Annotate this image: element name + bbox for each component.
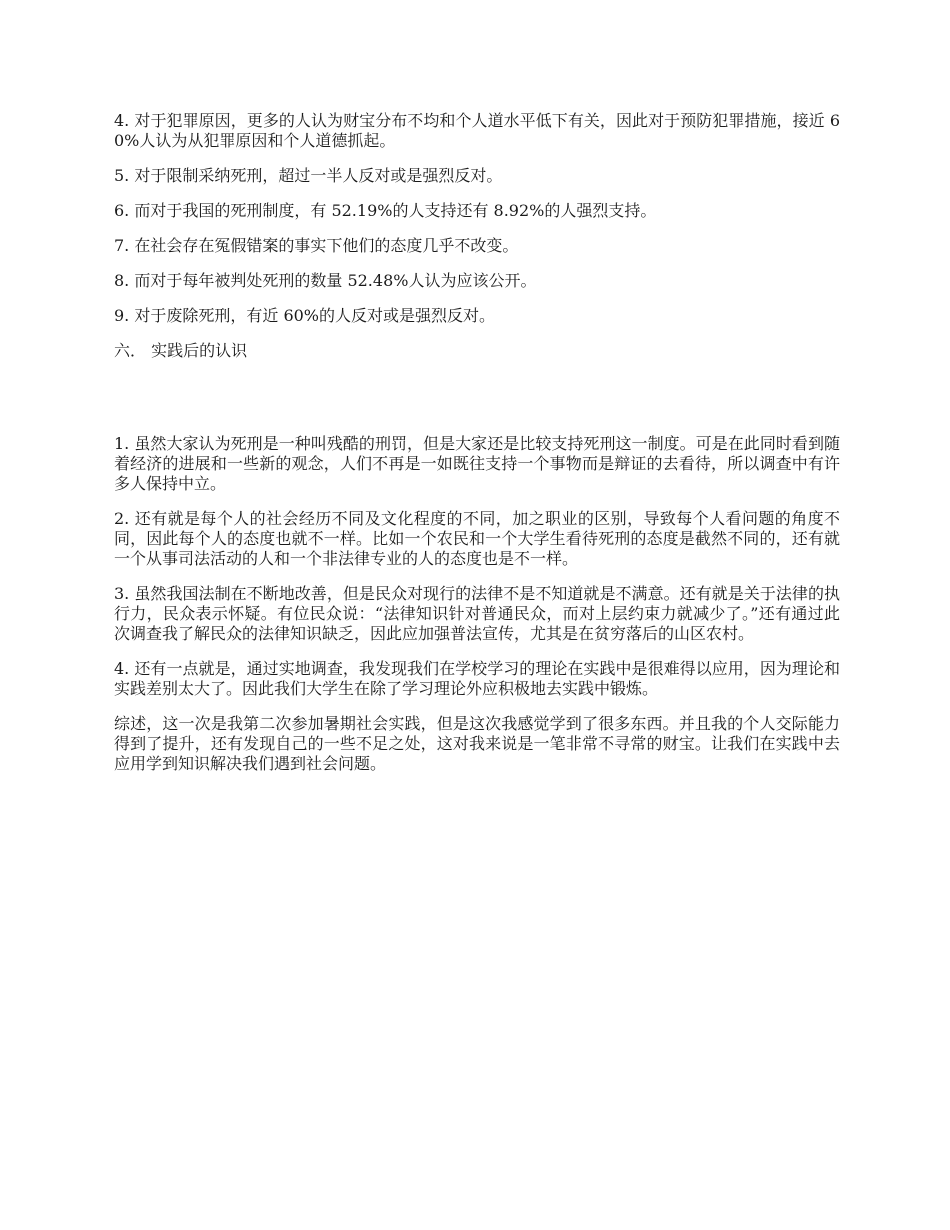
finding-paragraph-5: 5. 对于限制采纳死刑，超过一半人反对或是强烈反对。 — [114, 166, 503, 185]
reflection-paragraph-2: 2. 还有就是每个人的社会经历不同及文化程度的不同，加之职业的区别，导致每个人看问题的角度不同，因此每个人的态度也就不一样。比如一个农民和一个大学生看待死刑的态度是截然不同的，还有就一个从事司法活动的人和一个非法律专业的人的态度也是不一样。 — [114, 509, 840, 568]
reflection-paragraph-3: 3. 虽然我国法制在不断地改善，但是民众对现行的法律不是不知道就是不满意。还有就是关于法律的执行力，民众表示怀疑。有位民众说：“法律知识针对普通民众，而对上层约束力就减少了。”还有通过此次调查我了解民众的法律知识缺乏，因此应加强普法宣传，尤其是在贫穷落后的山区农村。 — [114, 584, 840, 643]
finding-paragraph-7: 7. 在社会存在冤假错案的事实下他们的态度几乎不改变。 — [114, 236, 519, 255]
document-page — [114, 111, 840, 789]
reflection-paragraph-1: 1. 虽然大家认为死刑是一种叫残酷的刑罚，但是大家还是比较支持死刑这一制度。可是在此同时看到随着经济的进展和一些新的观念，人们不再是一如既往支持一个事物而是辩证的去看待，所以调查中有许多人保持中立。 — [114, 434, 840, 493]
conclusion-paragraph: 综述，这一次是我第二次参加暑期社会实践，但是这次我感觉学到了很多东西。并且我的个人交际能力得到了提升，还有发现自己的一些不足之处，这对我来说是一笔非常不寻常的财宝。让我们在实践中去应用学到知识解决我们遇到社会问题。 — [114, 714, 840, 773]
finding-paragraph-6: 6. 而对于我国的死刑制度，有 52.19%的人支持还有 8.92%的人强烈支持。 — [114, 201, 657, 220]
section-spacer — [114, 376, 840, 434]
reflection-paragraph-4: 4. 还有一点就是，通过实地调查，我发现我们在学校学习的理论在实践中是很难得以应用，因为理论和实践差别太大了。因此我们大学生在除了学习理论外应积极地去实践中锻炼。 — [114, 659, 840, 698]
section-heading: 六． 实践后的认识 — [114, 341, 248, 360]
finding-paragraph-4: 4. 对于犯罪原因，更多的人认为财宝分布不均和个人道水平低下有关，因此对于预防犯罪措施，接近 60%人认为从犯罪原因和个人道德抓起。 — [114, 111, 840, 150]
finding-paragraph-9: 9. 对于废除死刑，有近 60%的人反对或是强烈反对。 — [114, 306, 496, 325]
finding-paragraph-8: 8. 而对于每年被判处死刑的数量 52.48%人认为应该公开。 — [114, 271, 537, 290]
